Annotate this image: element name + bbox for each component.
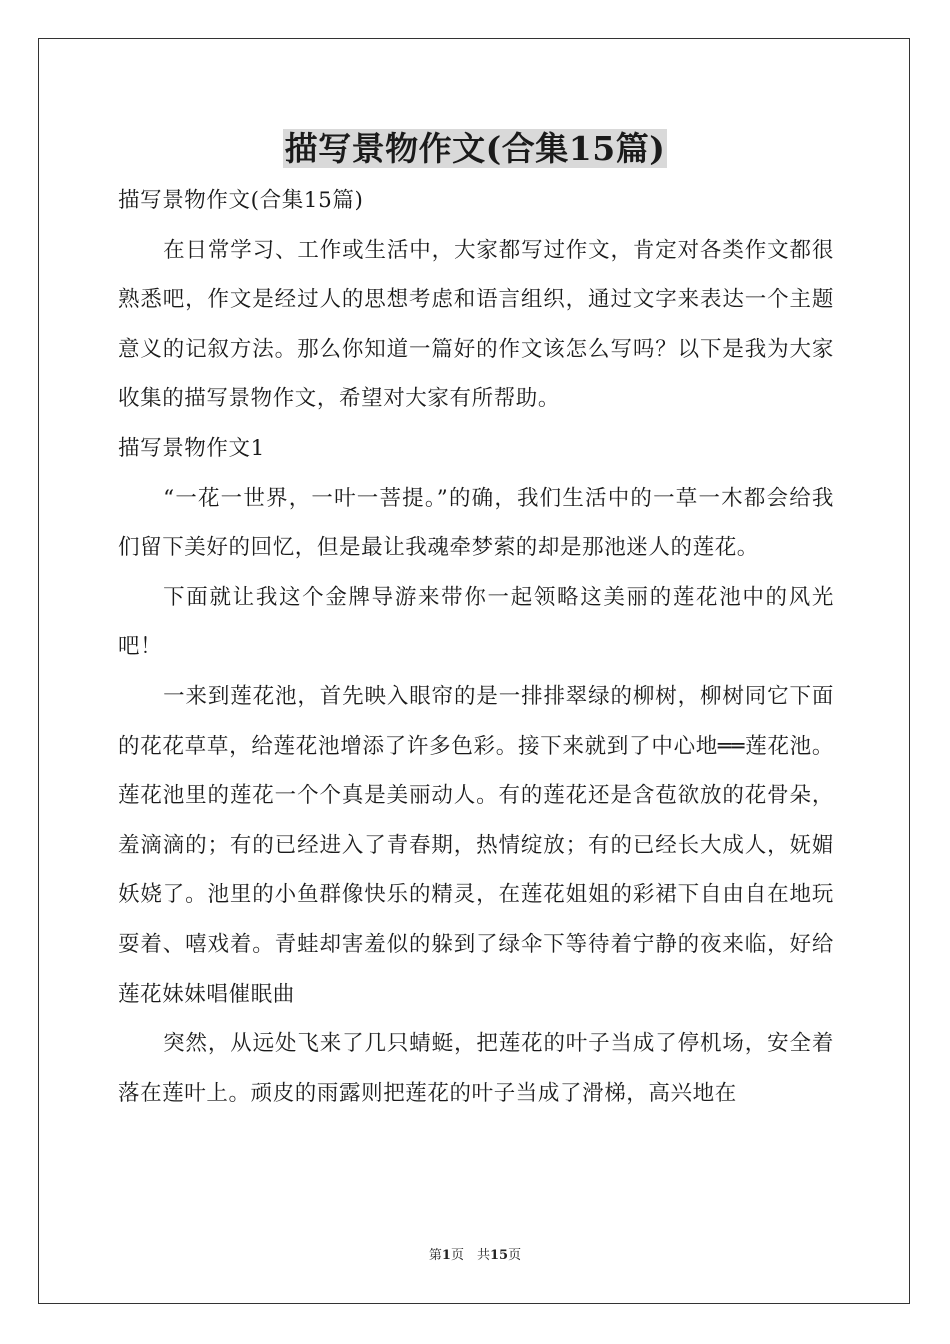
paragraph-intro: 在日常学习、工作或生活中，大家都写过作文，肯定对各类作文都很熟悉吧，作文是经过人的思想考虑和语言组织，通过文字来表达一个主题意义的记叙方法。那么你知道一篇好的作文该怎么写吗？以下是我为大家收集的描写景物作文，希望对大家有所帮助。 xyxy=(118,237,834,412)
paragraph-body: 下面就让我这个金牌导游来带你一起领略这美丽的莲花池中的风光吧！ xyxy=(118,584,834,660)
footer-page-mid: 页 共 xyxy=(450,1248,490,1263)
paragraph-heading: 描写景物作文(合集15篇) xyxy=(118,188,364,213)
document-title-text: 描写景物作文(合集15篇) xyxy=(284,129,666,168)
footer-page-suffix: 页 xyxy=(508,1248,522,1263)
footer-total-pages: 15 xyxy=(489,1248,509,1263)
document-body xyxy=(118,176,834,1118)
footer-current-page: 1 xyxy=(441,1248,451,1263)
paragraph-body: 突然，从远处飞来了几只蜻蜓，把莲花的叶子当成了停机场，安全着落在莲叶上。顽皮的雨露则把莲花的叶子当成了滑梯，高兴地在 xyxy=(118,1031,834,1106)
page-footer xyxy=(0,1247,950,1265)
footer-page-prefix: 第 xyxy=(428,1248,442,1263)
paragraph-body: “一花一世界，一叶一菩提。”的确，我们生活中的一草一木都会给我们留下美好的回忆，但是最让我魂牵梦萦的却是那池迷人的莲花。 xyxy=(118,485,834,561)
paragraph-section-heading: 描写景物作文1 xyxy=(118,435,265,461)
document-title xyxy=(0,126,950,172)
paragraph-body: 一来到莲花池，首先映入眼帘的是一排排翠绿的柳树，柳树同它下面的花花草草，给莲花池增添了许多色彩。接下来就到了中心地══莲花池。莲花池里的莲花一个个真是美丽动人。有的莲花还是含苞欲放的花骨朵，羞滴滴的；有的已经进入了青春期，热情绽放；有的已经长大成人，妩媚妖娆了。池里的小鱼群像快乐的精灵，在莲花姐姐的彩裙下自由自在地玩耍着、嘻戏着。青蛙却害羞似的躲到了绿伞下等待着宁静的夜来临，好给莲花妹妹唱催眠曲 xyxy=(118,683,834,1007)
